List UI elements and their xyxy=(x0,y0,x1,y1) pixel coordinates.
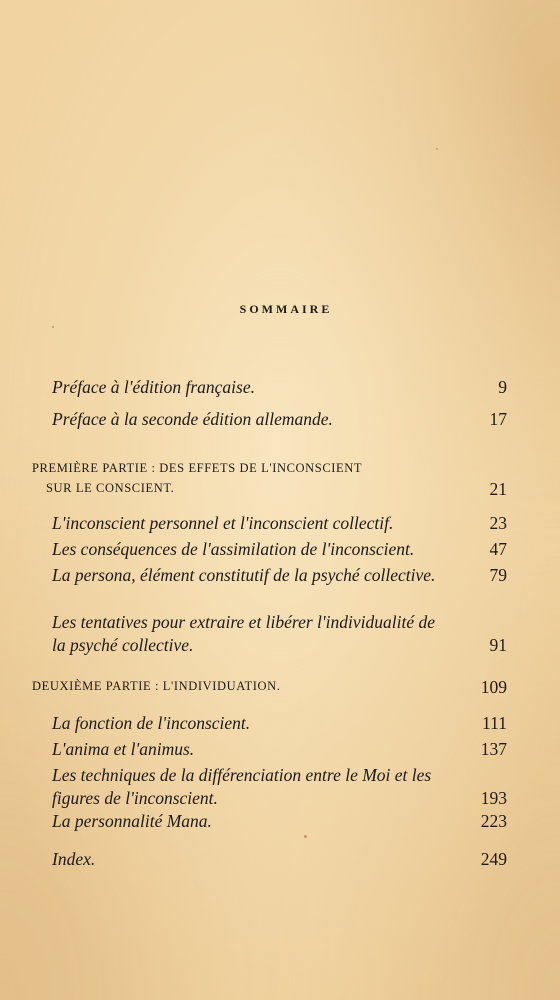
toc-entry-chapter xyxy=(52,564,507,587)
toc-entry-title: L'anima et l'animus. xyxy=(52,739,195,759)
toc-entry-page: 91 xyxy=(489,635,507,655)
toc-entry-page: 193 xyxy=(480,788,507,808)
toc-entry-title: Les tentatives pour extraire et libérer l'individualité de la psyché collective. xyxy=(52,612,435,655)
toc-entry-page: 111 xyxy=(482,713,507,733)
toc-entry-index xyxy=(52,848,507,871)
part-heading-line: DEUXIÈME PARTIE : L'INDIVIDUATION. xyxy=(32,679,281,693)
part-heading-line: SUR LE CONSCIENT. xyxy=(46,481,175,495)
toc-entry-chapter xyxy=(52,611,507,657)
toc-entry-page: 47 xyxy=(489,539,507,559)
toc-entry-page: 109 xyxy=(480,677,507,697)
paper-speck xyxy=(436,148,438,150)
toc-entry-title: La fonction de l'inconscient. xyxy=(52,713,251,733)
toc-entry-page: 23 xyxy=(489,513,507,533)
toc-entry-chapter xyxy=(52,764,507,810)
toc-entry-title: Les conséquences de l'assimilation de l'inconscient. xyxy=(52,539,415,559)
toc-entry-chapter xyxy=(52,712,507,735)
toc-heading: SOMMAIRE xyxy=(239,302,333,316)
paper-speck xyxy=(304,835,307,838)
toc-entry-title: Les techniques de la différenciation entre le Moi et les figures de l'inconscient. xyxy=(52,765,432,808)
toc-entry-page: 17 xyxy=(489,409,507,429)
toc-entry-title: Préface à la seconde édition allemande. xyxy=(52,409,333,429)
toc-entry-page: 79 xyxy=(489,565,507,585)
toc-entry-chapter xyxy=(52,810,507,833)
toc-entry-title: L'inconscient personnel et l'inconscient collectif. xyxy=(52,513,394,533)
toc-entry-preface-fr xyxy=(52,376,507,399)
toc-entry-page: 9 xyxy=(498,377,507,397)
toc-entry-page: 249 xyxy=(480,849,507,869)
toc-entry-title: La personnalité Mana. xyxy=(52,811,212,831)
toc-entry-title: Index. xyxy=(52,849,96,869)
toc-part-heading-2 xyxy=(32,676,507,696)
toc-entry-chapter xyxy=(52,538,507,561)
toc-entry-chapter xyxy=(52,512,507,535)
toc-entry-preface-de xyxy=(52,408,507,431)
toc-entry-page: 21 xyxy=(489,479,507,499)
paper-speck xyxy=(52,326,54,328)
toc-entry-page: 137 xyxy=(480,739,507,759)
toc-part-heading-1 xyxy=(32,458,507,498)
toc-entry-title: La persona, élément constitutif de la psyché collective. xyxy=(52,565,436,585)
toc-entry-title: Préface à l'édition française. xyxy=(52,377,256,397)
toc-entry-chapter xyxy=(52,738,507,761)
toc-entry-page: 223 xyxy=(480,811,507,831)
part-heading-line: PREMIÈRE PARTIE : DES EFFETS DE L'INCONSCIENT xyxy=(32,461,363,475)
